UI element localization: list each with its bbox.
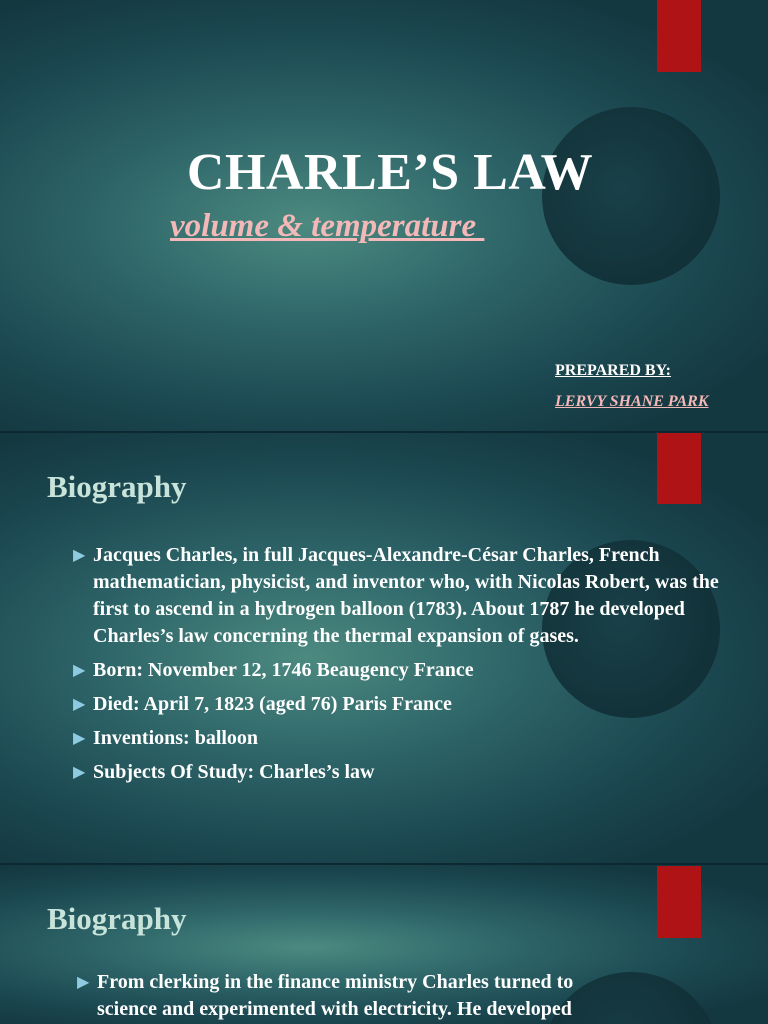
triangle-right-icon: ▶ [73, 662, 86, 679]
list-item [73, 542, 753, 650]
biography-slide-2 [0, 864, 768, 1024]
triangle-right-icon: ▶ [77, 974, 90, 991]
list-item [73, 725, 753, 752]
preparer-name: LERVY SHANE PARK [555, 393, 709, 410]
slide-divider [0, 431, 768, 433]
bullet-text: Subjects Of Study: Charles’s law [93, 761, 375, 783]
triangle-right-icon: ▶ [73, 696, 86, 713]
triangle-right-icon: ▶ [73, 764, 86, 781]
bullet-list [77, 969, 637, 1024]
slide-heading: Biography [47, 469, 187, 504]
bullet-text: Jacques Charles, in full Jacques-Alexandre-César Charles, French mathematician, physicist, and inventor who, with Nicolas Robert, was the first to ascend in a hydrogen balloon (1783). About 1787 he developed Charles’s law concerning the thermal expansion of gases. [93, 544, 719, 647]
list-item [73, 657, 753, 684]
list-item [73, 691, 753, 718]
title-slide [0, 0, 768, 432]
accent-bar [657, 432, 701, 504]
slide-title: CHARLE’S LAW [186, 144, 594, 201]
list-item [73, 759, 753, 786]
slide-heading: Biography [47, 901, 187, 936]
slide-subtitle: volume & temperature [170, 208, 485, 244]
slide-divider [0, 863, 768, 865]
accent-bar [657, 0, 701, 72]
prepared-by-label: PREPARED BY: [555, 362, 672, 379]
triangle-right-icon: ▶ [73, 730, 86, 747]
list-item [77, 969, 637, 1023]
bullet-text: Died: April 7, 1823 (aged 76) Paris France [93, 693, 452, 715]
biography-slide [0, 432, 768, 864]
accent-bar [657, 866, 701, 938]
bullet-text: Inventions: balloon [93, 727, 259, 749]
bullet-list [73, 542, 753, 793]
bullet-text: From clerking in the finance ministry Charles turned to science and experimented with electricity. He developed [97, 971, 574, 1020]
bullet-text: Born: November 12, 1746 Beaugency France [93, 659, 474, 681]
triangle-right-icon: ▶ [73, 547, 86, 564]
